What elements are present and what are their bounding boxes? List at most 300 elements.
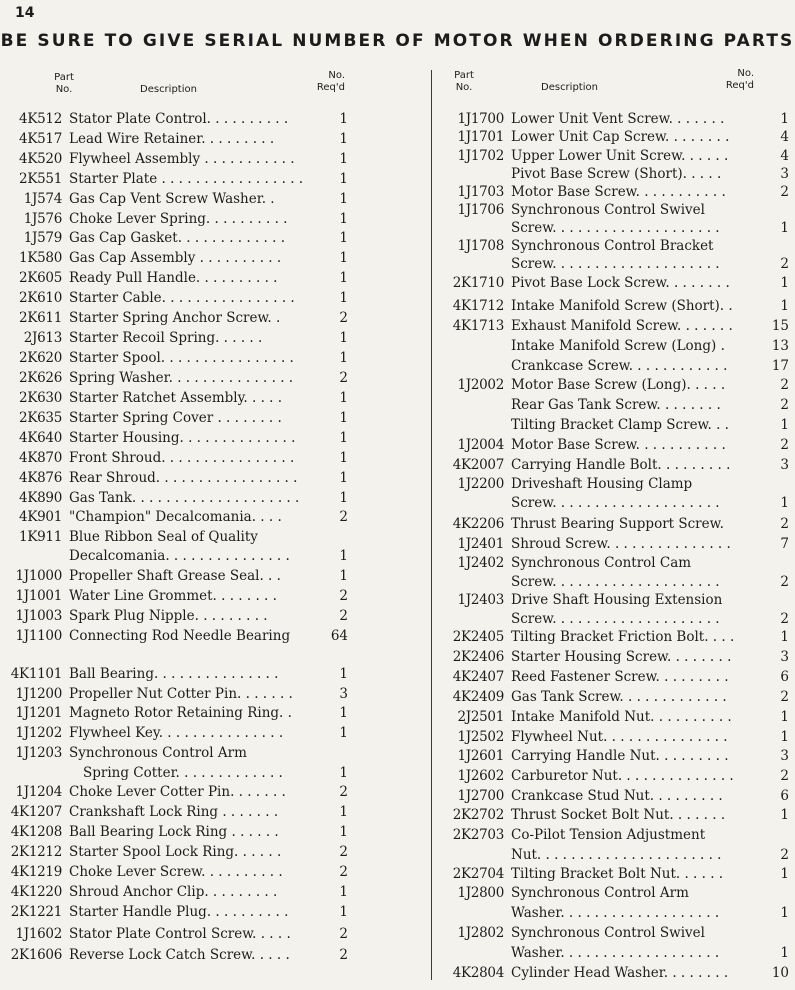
quantity-required: 2 xyxy=(339,310,348,326)
quantity-required: 15 xyxy=(771,318,789,334)
part-description: Motor Base Screw (Long). . . . . xyxy=(511,377,726,393)
parts-row xyxy=(15,685,348,704)
parts-row xyxy=(40,764,348,783)
part-description: Starter Spool Lock Ring. . . . . . xyxy=(69,844,282,860)
part-number: 2K2704 xyxy=(452,866,504,882)
part-number: 1J2602 xyxy=(457,768,504,784)
quantity-required: 1 xyxy=(780,729,789,745)
part-description: Gas Cap Vent Screw Washer. . xyxy=(69,191,275,207)
part-number: 1J2401 xyxy=(457,536,504,552)
part-description: Carrying Handle Nut. . . . . . . . . xyxy=(511,748,729,764)
part-number: 2K635 xyxy=(19,410,62,426)
part-number: 4K1712 xyxy=(452,298,504,314)
parts-row xyxy=(446,648,789,667)
part-number: 2K551 xyxy=(19,171,62,187)
parts-row xyxy=(15,627,348,646)
part-number: 1J1602 xyxy=(15,926,62,942)
part-description: Crankcase Stud Nut. . . . . . . . . xyxy=(511,788,723,804)
parts-row xyxy=(446,436,789,455)
quantity-required: 1 xyxy=(339,430,348,446)
parts-row xyxy=(446,865,789,884)
part-description: Screw. . . . . . . . . . . . . . . . . . . . xyxy=(511,611,720,627)
part-description: Screw. . . . . . . . . . . . . . . . . . . . xyxy=(511,256,720,272)
parts-row xyxy=(19,130,348,149)
part-number: 2K1212 xyxy=(10,844,62,860)
part-number: 4K517 xyxy=(19,131,62,147)
part-description: Rear Gas Tank Screw. . . . . . . . xyxy=(511,397,721,413)
part-description: Flywheel Nut. . . . . . . . . . . . . . . xyxy=(511,729,728,745)
parts-row xyxy=(446,515,789,534)
part-description: Intake Manifold Nut. . . . . . . . . . xyxy=(511,709,732,725)
parts-row xyxy=(19,110,348,129)
part-number: 1J1700 xyxy=(457,111,504,127)
part-description: Co-Pilot Tension Adjustment xyxy=(511,827,706,843)
parts-row xyxy=(446,357,789,376)
quantity-required: 2 xyxy=(780,397,789,413)
part-description: Tilting Bracket Friction Bolt. . . . xyxy=(511,629,735,645)
part-number: 1J2402 xyxy=(457,555,504,571)
header-part-no: Part No. xyxy=(454,70,474,93)
parts-row xyxy=(446,337,789,356)
quantity-required: 1 xyxy=(339,725,348,741)
parts-row xyxy=(19,409,348,428)
parts-row xyxy=(10,883,348,902)
quantity-required: 1 xyxy=(339,470,348,486)
parts-row xyxy=(19,170,348,189)
parts-row xyxy=(19,369,348,388)
part-number: 4K1713 xyxy=(452,318,504,334)
part-description: "Champion" Decalcomania. . . . xyxy=(69,509,282,525)
quantity-required: 2 xyxy=(339,926,348,942)
quantity-required: 1 xyxy=(339,330,348,346)
parts-row xyxy=(446,317,789,336)
part-description: Carburetor Nut. . . . . . . . . . . . . . xyxy=(511,768,734,784)
part-description: Crankcase Screw. . . . . . . . . . . . xyxy=(511,358,728,374)
quantity-required: 1 xyxy=(339,131,348,147)
part-description: Connecting Rod Needle Bearing xyxy=(69,628,291,644)
part-description: Water Line Grommet. . . . . . . . xyxy=(69,588,277,604)
part-number: 4K512 xyxy=(19,111,62,127)
quantity-required: 6 xyxy=(780,669,789,685)
part-description: Spring Washer. . . . . . . . . . . . . . . xyxy=(69,370,294,386)
quantity-required: 2 xyxy=(339,588,348,604)
part-description: Reed Fastener Screw. . . . . . . . . xyxy=(511,669,729,685)
part-description: Gas Cap Gasket. . . . . . . . . . . . . xyxy=(69,230,285,246)
part-number: 4K1208 xyxy=(10,824,62,840)
part-number: 1J2200 xyxy=(457,476,504,492)
quantity-required: 1 xyxy=(339,568,348,584)
part-description: Washer. . . . . . . . . . . . . . . . . . . xyxy=(511,905,720,921)
part-number: 1J2002 xyxy=(457,377,504,393)
part-number: 1J1202 xyxy=(15,725,62,741)
quantity-required: 3 xyxy=(780,457,789,473)
part-number: 4K520 xyxy=(19,151,62,167)
quantity-required: 1 xyxy=(339,548,348,564)
parts-row xyxy=(446,826,789,845)
part-description: Intake Manifold Screw (Long) . xyxy=(511,338,725,354)
quantity-required: 1 xyxy=(780,111,789,127)
part-description: Exhaust Manifold Screw. . . . . . . xyxy=(511,318,733,334)
part-number: 2K1710 xyxy=(452,275,504,291)
quantity-required: 2 xyxy=(339,844,348,860)
part-number: 2J2501 xyxy=(457,709,504,725)
part-description: Starter Spring Anchor Screw. . xyxy=(69,310,281,326)
part-description: Starter Plate . . . . . . . . . . . . . . . . . xyxy=(69,171,304,187)
quantity-required: 1 xyxy=(339,171,348,187)
quantity-required: 1 xyxy=(780,495,789,511)
parts-row xyxy=(15,925,348,944)
parts-row xyxy=(10,903,348,922)
part-description: Gas Tank. . . . . . . . . . . . . . . . . . . . xyxy=(69,490,300,506)
quantity-required: 1 xyxy=(339,270,348,286)
parts-row xyxy=(19,249,348,268)
part-number: 2K611 xyxy=(19,310,62,326)
part-number: 2K626 xyxy=(19,370,62,386)
part-description: Reverse Lock Catch Screw. . . . . xyxy=(69,947,290,963)
part-number: 1J2403 xyxy=(457,592,504,608)
part-description: Pivot Base Lock Screw. . . . . . . . xyxy=(511,275,730,291)
part-number: 1J1201 xyxy=(15,705,62,721)
quantity-required: 2 xyxy=(339,370,348,386)
header-description: Description xyxy=(541,82,598,93)
part-number: 1J1701 xyxy=(457,129,504,145)
part-description: Gas Tank Screw. . . . . . . . . . . . . xyxy=(511,689,727,705)
quantity-required: 2 xyxy=(780,184,789,200)
part-number: 2J613 xyxy=(23,330,62,346)
part-description: Shroud Screw. . . . . . . . . . . . . . . xyxy=(511,536,731,552)
quantity-required: 1 xyxy=(339,804,348,820)
parts-row xyxy=(10,843,348,862)
parts-row xyxy=(446,456,789,475)
parts-row xyxy=(446,904,789,923)
parts-row xyxy=(15,704,348,723)
part-description: Motor Base Screw. . . . . . . . . . . xyxy=(511,184,726,200)
part-description: Stator Plate Control. . . . . . . . . . xyxy=(69,111,289,127)
quantity-required: 1 xyxy=(780,275,789,291)
parts-row xyxy=(19,349,348,368)
part-description: Cylinder Head Washer. . . . . . . . xyxy=(511,965,729,981)
parts-row xyxy=(446,237,789,256)
part-description: Tilting Bracket Clamp Screw. . . xyxy=(511,417,729,433)
parts-row xyxy=(446,846,789,865)
parts-row xyxy=(446,628,789,647)
parts-row xyxy=(446,416,789,435)
part-description: Synchronous Control Cam xyxy=(511,555,692,571)
parts-row xyxy=(446,147,789,166)
parts-row xyxy=(19,269,348,288)
parts-row xyxy=(19,528,348,547)
quantity-required: 2 xyxy=(339,608,348,624)
part-number: 1J2700 xyxy=(457,788,504,804)
parts-row xyxy=(446,219,789,238)
quantity-required: 1 xyxy=(339,705,348,721)
quantity-required: 1 xyxy=(780,298,789,314)
part-number: 2K2405 xyxy=(452,629,504,645)
quantity-required: 1 xyxy=(339,904,348,920)
part-number: 2K2406 xyxy=(452,649,504,665)
parts-row xyxy=(446,128,789,147)
part-number: 4K2407 xyxy=(452,669,504,685)
part-number: 2K620 xyxy=(19,350,62,366)
part-description: Screw. . . . . . . . . . . . . . . . . . . . xyxy=(511,220,720,236)
part-description: Drive Shaft Housing Extension xyxy=(511,592,723,608)
quantity-required: 1 xyxy=(339,250,348,266)
part-number: 2K1221 xyxy=(10,904,62,920)
parts-row xyxy=(446,688,789,707)
part-description: Synchronous Control Arm xyxy=(511,885,689,901)
quantity-required: 10 xyxy=(771,965,789,981)
parts-row xyxy=(446,591,789,610)
part-description: Lead Wire Retainer. . . . . . . . . xyxy=(69,131,275,147)
part-description: Synchronous Control Swivel xyxy=(511,202,705,218)
part-description: Front Shroud. . . . . . . . . . . . . . . . xyxy=(69,450,295,466)
quantity-required: 1 xyxy=(339,410,348,426)
quantity-required: 2 xyxy=(339,509,348,525)
quantity-required: 1 xyxy=(780,866,789,882)
quantity-required: 2 xyxy=(339,784,348,800)
part-description: Gas Cap Assembly . . . . . . . . . . xyxy=(69,250,282,266)
quantity-required: 3 xyxy=(780,748,789,764)
part-number: 1J1702 xyxy=(457,148,504,164)
parts-row xyxy=(446,110,789,129)
quantity-required: 3 xyxy=(780,649,789,665)
part-description: Magneto Rotor Retaining Ring. . xyxy=(69,705,292,721)
part-description: Synchronous Control Bracket xyxy=(511,238,714,254)
parts-row xyxy=(23,190,348,209)
parts-row xyxy=(19,429,348,448)
part-description: Intake Manifold Screw (Short). . xyxy=(511,298,733,314)
part-description: Spark Plug Nipple. . . . . . . . . xyxy=(69,608,268,624)
parts-row xyxy=(10,946,348,965)
part-number: 4K876 xyxy=(19,470,62,486)
part-description: Starter Housing Screw. . . . . . . . xyxy=(511,649,732,665)
part-description: Carrying Handle Bolt. . . . . . . . . xyxy=(511,457,731,473)
quantity-required: 2 xyxy=(780,689,789,705)
parts-row xyxy=(446,924,789,943)
part-description: Rear Shroud. . . . . . . . . . . . . . . . . xyxy=(69,470,298,486)
parts-row xyxy=(446,535,789,554)
part-description: Ball Bearing. . . . . . . . . . . . . . . xyxy=(69,666,279,682)
parts-row xyxy=(19,389,348,408)
part-description: Shroud Anchor Clip. . . . . . . . . xyxy=(69,884,278,900)
part-description: Screw. . . . . . . . . . . . . . . . . . . . xyxy=(511,574,720,590)
quantity-required: 1 xyxy=(339,390,348,406)
parts-row xyxy=(446,884,789,903)
part-description: Starter Ratchet Assembly. . . . . xyxy=(69,390,283,406)
part-description: Spring Cotter. . . . . . . . . . . . . xyxy=(83,765,283,781)
parts-row xyxy=(40,547,348,566)
parts-row xyxy=(446,964,789,983)
part-description: Upper Lower Unit Screw. . . . . . xyxy=(511,148,729,164)
part-description: Driveshaft Housing Clamp xyxy=(511,476,693,492)
quantity-required: 2 xyxy=(780,847,789,863)
part-number: 4K640 xyxy=(19,430,62,446)
quantity-required: 1 xyxy=(780,945,789,961)
header-part-no: Part No. xyxy=(54,72,74,95)
part-number: 2K605 xyxy=(19,270,62,286)
part-number: 2K2703 xyxy=(452,827,504,843)
quantity-required: 1 xyxy=(339,350,348,366)
part-number: 1J1703 xyxy=(457,184,504,200)
quantity-required: 2 xyxy=(780,516,789,532)
part-number: 1J1204 xyxy=(15,784,62,800)
parts-row xyxy=(446,475,789,494)
parts-row xyxy=(15,587,348,606)
part-description: Propeller Shaft Grease Seal. . . xyxy=(69,568,281,584)
part-description: Washer. . . . . . . . . . . . . . . . . . . xyxy=(511,945,720,961)
quantity-required: 2 xyxy=(780,256,789,272)
part-number: 4K901 xyxy=(19,509,62,525)
quantity-required: 1 xyxy=(339,230,348,246)
quantity-required: 1 xyxy=(780,905,789,921)
quantity-required: 1 xyxy=(339,666,348,682)
parts-row xyxy=(10,823,348,842)
quantity-required: 1 xyxy=(339,824,348,840)
part-description: Synchronous Control Arm xyxy=(69,745,247,761)
parts-column-right xyxy=(440,0,795,990)
part-description: Tilting Bracket Bolt Nut. . . . . . xyxy=(511,866,724,882)
column-divider xyxy=(431,70,432,980)
quantity-required: 1 xyxy=(339,151,348,167)
quantity-required: 3 xyxy=(780,166,789,182)
parts-row xyxy=(10,803,348,822)
header-req: No. Req'd xyxy=(316,70,345,93)
quantity-required: 1 xyxy=(339,450,348,466)
part-number: 1J1100 xyxy=(15,628,62,644)
part-description: Starter Housing. . . . . . . . . . . . . . xyxy=(69,430,296,446)
header-description: Description xyxy=(140,84,197,95)
page-number: 14 xyxy=(15,5,35,21)
part-description: Lower Unit Vent Screw. . . . . . . xyxy=(511,111,725,127)
part-description: Choke Lever Cotter Pin. . . . . . . xyxy=(69,784,286,800)
parts-row xyxy=(446,728,789,747)
parts-row xyxy=(19,508,348,527)
parts-row xyxy=(446,183,789,202)
quantity-required: 1 xyxy=(780,807,789,823)
part-number: 1J2802 xyxy=(457,925,504,941)
part-description: Starter Spool. . . . . . . . . . . . . . . . xyxy=(69,350,294,366)
part-description: Choke Lever Spring. . . . . . . . . . xyxy=(69,211,288,227)
part-description: Propeller Nut Cotter Pin. . . . . . . xyxy=(69,686,293,702)
parts-row xyxy=(446,396,789,415)
parts-row xyxy=(446,297,789,316)
parts-row xyxy=(19,289,348,308)
part-description: Crankshaft Lock Ring . . . . . . . xyxy=(69,804,279,820)
quantity-required: 4 xyxy=(780,148,789,164)
part-number: 1J574 xyxy=(23,191,62,207)
part-number: 2K630 xyxy=(19,390,62,406)
parts-row xyxy=(446,610,789,629)
part-number: 2K2702 xyxy=(452,807,504,823)
part-description: Lower Unit Cap Screw. . . . . . . . xyxy=(511,129,730,145)
quantity-required: 2 xyxy=(339,864,348,880)
parts-row xyxy=(23,329,348,348)
quantity-required: 1 xyxy=(339,765,348,781)
part-description: Choke Lever Screw. . . . . . . . . . xyxy=(69,864,283,880)
parts-row xyxy=(19,150,348,169)
parts-row xyxy=(23,229,348,248)
part-number: 1J1003 xyxy=(15,608,62,624)
parts-row xyxy=(446,376,789,395)
part-number: 2K1606 xyxy=(10,947,62,963)
parts-row xyxy=(19,309,348,328)
quantity-required: 6 xyxy=(780,788,789,804)
parts-row xyxy=(19,449,348,468)
quantity-required: 2 xyxy=(780,574,789,590)
quantity-required: 1 xyxy=(339,290,348,306)
part-number: 1J2502 xyxy=(457,729,504,745)
part-description: Stator Plate Control Screw. . . . . xyxy=(69,926,291,942)
part-description: Screw. . . . . . . . . . . . . . . . . . . . xyxy=(511,495,720,511)
part-number: 4K890 xyxy=(19,490,62,506)
part-description: Starter Handle Plug. . . . . . . . . . xyxy=(69,904,289,920)
part-description: Pivot Base Screw (Short). . . . . xyxy=(511,166,722,182)
quantity-required: 13 xyxy=(771,338,789,354)
part-number: 1J2601 xyxy=(457,748,504,764)
quantity-required: 1 xyxy=(339,211,348,227)
part-number: 1K580 xyxy=(19,250,62,266)
part-description: Decalcomania. . . . . . . . . . . . . . . xyxy=(69,548,290,564)
quantity-required: 2 xyxy=(339,947,348,963)
part-number: 4K2007 xyxy=(452,457,504,473)
parts-row xyxy=(15,567,348,586)
part-description: Ready Pull Handle. . . . . . . . . . xyxy=(69,270,278,286)
part-number: 1J1706 xyxy=(457,202,504,218)
quantity-required: 1 xyxy=(339,191,348,207)
quantity-required: 2 xyxy=(780,377,789,393)
quantity-required: 7 xyxy=(780,536,789,552)
parts-row xyxy=(19,489,348,508)
part-number: 4K1219 xyxy=(10,864,62,880)
parts-row xyxy=(446,787,789,806)
part-number: 4K1220 xyxy=(10,884,62,900)
parts-row xyxy=(15,607,348,626)
parts-row xyxy=(446,944,789,963)
parts-row xyxy=(446,554,789,573)
part-description: Ball Bearing Lock Ring . . . . . . xyxy=(69,824,279,840)
parts-row xyxy=(446,708,789,727)
part-description: Synchronous Control Swivel xyxy=(511,925,705,941)
parts-row xyxy=(23,210,348,229)
part-description: Flywheel Assembly . . . . . . . . . . . xyxy=(69,151,295,167)
parts-row xyxy=(446,747,789,766)
parts-row xyxy=(15,724,348,743)
part-number: 1J579 xyxy=(23,230,62,246)
quantity-required: 1 xyxy=(780,417,789,433)
part-description: Nut. . . . . . . . . . . . . . . . . . . . . . xyxy=(511,847,722,863)
part-number: 2K610 xyxy=(19,290,62,306)
parts-row xyxy=(446,165,789,184)
quantity-required: 3 xyxy=(339,686,348,702)
quantity-required: 1 xyxy=(780,220,789,236)
part-number: 4K870 xyxy=(19,450,62,466)
quantity-required: 4 xyxy=(780,129,789,145)
parts-row xyxy=(446,274,789,293)
parts-row xyxy=(446,573,789,592)
part-description: Thrust Socket Bolt Nut. . . . . . . xyxy=(511,807,726,823)
part-description: Blue Ribbon Seal of Quality xyxy=(69,529,258,545)
part-description: Thrust Bearing Support Screw. xyxy=(511,516,724,532)
part-number: 1K911 xyxy=(19,529,62,545)
parts-row xyxy=(15,783,348,802)
part-number: 4K2409 xyxy=(452,689,504,705)
header-req: No. Req'd xyxy=(725,68,754,91)
quantity-required: 1 xyxy=(780,629,789,645)
part-description: Starter Spring Cover . . . . . . . . xyxy=(69,410,282,426)
parts-row xyxy=(446,494,789,513)
part-number: 1J1708 xyxy=(457,238,504,254)
part-number: 1J1200 xyxy=(15,686,62,702)
